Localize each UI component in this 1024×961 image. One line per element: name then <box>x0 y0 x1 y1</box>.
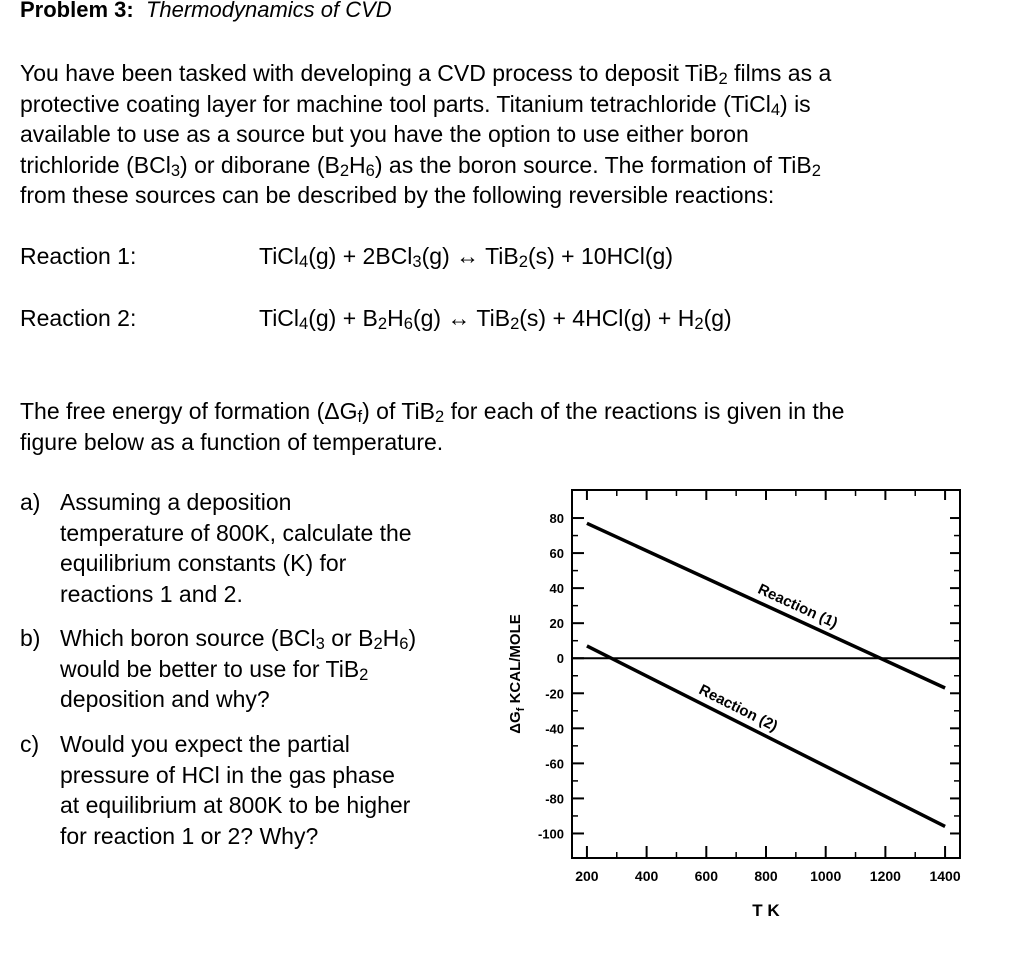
subscript: 2 <box>694 313 704 333</box>
text-line <box>20 119 831 150</box>
figure-intro-paragraph <box>20 396 844 457</box>
text-run: (s) + 10HCl(g) <box>527 243 674 269</box>
subscript: 3 <box>170 160 181 180</box>
series-line-1 <box>587 523 945 688</box>
text-run: H <box>387 305 404 331</box>
text-run: from these sources can be described by the following reversible reactions: <box>20 182 775 208</box>
question-letter: b) <box>20 625 41 651</box>
text-line <box>60 760 410 791</box>
problem-title-text: Thermodynamics of CVD <box>145 0 392 22</box>
x-tick-label: 1200 <box>869 868 901 884</box>
text-run: Assuming a deposition <box>60 489 292 515</box>
text-run: The free energy of formation (ΔG <box>20 398 358 424</box>
reaction-2-equation <box>259 303 732 333</box>
text-run: Which boron source (BCl <box>60 625 316 651</box>
subscript: 3 <box>315 633 325 653</box>
text-run: or B <box>324 625 374 651</box>
text-run: H <box>382 625 400 651</box>
text-run: would be better to use for TiB <box>60 655 360 682</box>
y-tick-label: -80 <box>545 791 564 807</box>
series-line-2 <box>587 646 945 826</box>
text-run: (g) ↔ TiB <box>412 305 511 331</box>
question-letter: a) <box>20 489 41 515</box>
y-tick-label: 0 <box>556 651 564 667</box>
y-tick-label: -40 <box>545 721 564 737</box>
text-line <box>20 58 831 89</box>
text-run: for each of the reactions is given in the <box>444 398 845 424</box>
subscript: 4 <box>299 313 309 333</box>
text-run: TiCl <box>259 243 300 269</box>
text-line <box>20 180 831 211</box>
reaction-1-equation <box>259 241 673 271</box>
text-run: ) <box>408 625 417 651</box>
text-run: (g) + B <box>308 305 378 331</box>
y-tick-label: 80 <box>549 511 564 527</box>
problem-label: Problem 3: <box>20 0 134 22</box>
text-run: figure below as a function of temperature. <box>20 428 444 455</box>
y-axis-title-part: KCAL/MOLE <box>507 614 524 708</box>
text-run: available to use as a source but you have the option to use either boron <box>20 121 749 147</box>
text-run: (g) <box>703 305 732 331</box>
x-tick-label: 800 <box>754 868 778 884</box>
text-run: protective coating layer for machine tool parts. Titanium tetrachloride (TiCl <box>20 90 771 117</box>
subscript: 2 <box>373 633 383 653</box>
subscript: 6 <box>399 633 409 653</box>
text-run: (g) + 2BCl <box>308 243 413 269</box>
text-line <box>60 821 410 852</box>
text-line <box>60 623 416 654</box>
question-body <box>60 487 412 609</box>
reaction-1-label: Reaction 1: <box>20 243 137 269</box>
text-run: H <box>349 151 366 178</box>
text-run: trichloride (BCl <box>20 151 171 178</box>
text-line <box>60 579 412 610</box>
text-run: You have been tasked with developing a CVD process to deposit TiB <box>20 60 719 86</box>
subscript: 2 <box>518 251 528 271</box>
text-line <box>20 89 831 120</box>
subscript: 2 <box>359 664 369 684</box>
text-line <box>20 427 844 458</box>
text-run: ) of TiB <box>362 398 435 424</box>
y-tick-label: 20 <box>549 616 564 632</box>
text-run: ) or diborane (B <box>180 151 340 178</box>
text-run: TiCl <box>259 305 300 331</box>
text-run: deposition and why? <box>60 686 270 712</box>
x-axis-title: T K <box>752 901 780 920</box>
text-line <box>60 487 412 518</box>
series-label-2: Reaction (2) <box>696 681 781 736</box>
x-tick-label: 1000 <box>810 868 842 884</box>
text-line <box>60 729 410 760</box>
series-label-1: Reaction (1) <box>755 580 841 632</box>
text-run: at equilibrium at 800K to be higher <box>60 792 411 818</box>
text-line <box>60 518 412 549</box>
question-letter: c) <box>20 731 40 757</box>
subscript: 6 <box>365 160 375 180</box>
subscript: 4 <box>299 251 309 271</box>
text-line <box>60 790 410 821</box>
text-run: reactions 1 and 2. <box>60 580 243 607</box>
y-tick-label: -60 <box>545 756 564 772</box>
text-run: pressure of HCl in the gas phase <box>60 761 395 788</box>
y-tick-label: -100 <box>537 826 564 842</box>
subscript: 2 <box>339 160 350 180</box>
free-energy-chart <box>490 470 1010 940</box>
text-line <box>20 396 844 427</box>
question-body <box>60 729 410 851</box>
x-tick-label: 600 <box>694 868 718 884</box>
text-line <box>60 684 416 715</box>
problem-title <box>20 0 392 23</box>
text-run: for reaction 1 or 2? Why? <box>60 822 319 849</box>
subscript: 3 <box>412 251 422 271</box>
y-axis-title-part: ΔG <box>507 711 524 734</box>
text-run: (s) + 4HCl(g) + H <box>519 305 695 331</box>
y-tick-label: 40 <box>549 581 564 597</box>
text-line <box>60 548 412 579</box>
subscript: 2 <box>377 313 388 333</box>
text-run: temperature of 800K, calculate the <box>60 519 412 546</box>
text-run: equilibrium constants (K) for <box>60 550 347 576</box>
text-run: Would you expect the partial <box>60 731 350 757</box>
y-axis-title <box>507 614 527 733</box>
subscript: 6 <box>403 313 413 333</box>
subscript: f <box>357 406 363 426</box>
text-run: films as a <box>727 60 832 86</box>
text-line <box>20 150 831 181</box>
x-tick-label: 1400 <box>929 868 961 884</box>
y-tick-label: 60 <box>549 546 564 562</box>
y-tick-label: -20 <box>545 686 564 702</box>
text-run: (g) ↔ TiB <box>421 243 519 269</box>
text-run: ) is <box>780 90 811 117</box>
subscript: 4 <box>770 99 781 119</box>
text-run: ) as the boron source. The formation of TiB <box>374 151 812 178</box>
reaction-2-label: Reaction 2: <box>20 305 137 331</box>
subscript: 2 <box>510 313 520 333</box>
x-tick-label: 400 <box>634 868 659 884</box>
subscript: 2 <box>434 406 445 426</box>
y-axis-title-part: f <box>515 707 527 712</box>
text-line <box>60 654 416 685</box>
intro-paragraph <box>20 58 831 211</box>
subscript: 2 <box>811 160 821 180</box>
x-tick-label: 200 <box>575 868 599 884</box>
subscript: 2 <box>718 68 728 88</box>
question-body <box>60 623 416 715</box>
